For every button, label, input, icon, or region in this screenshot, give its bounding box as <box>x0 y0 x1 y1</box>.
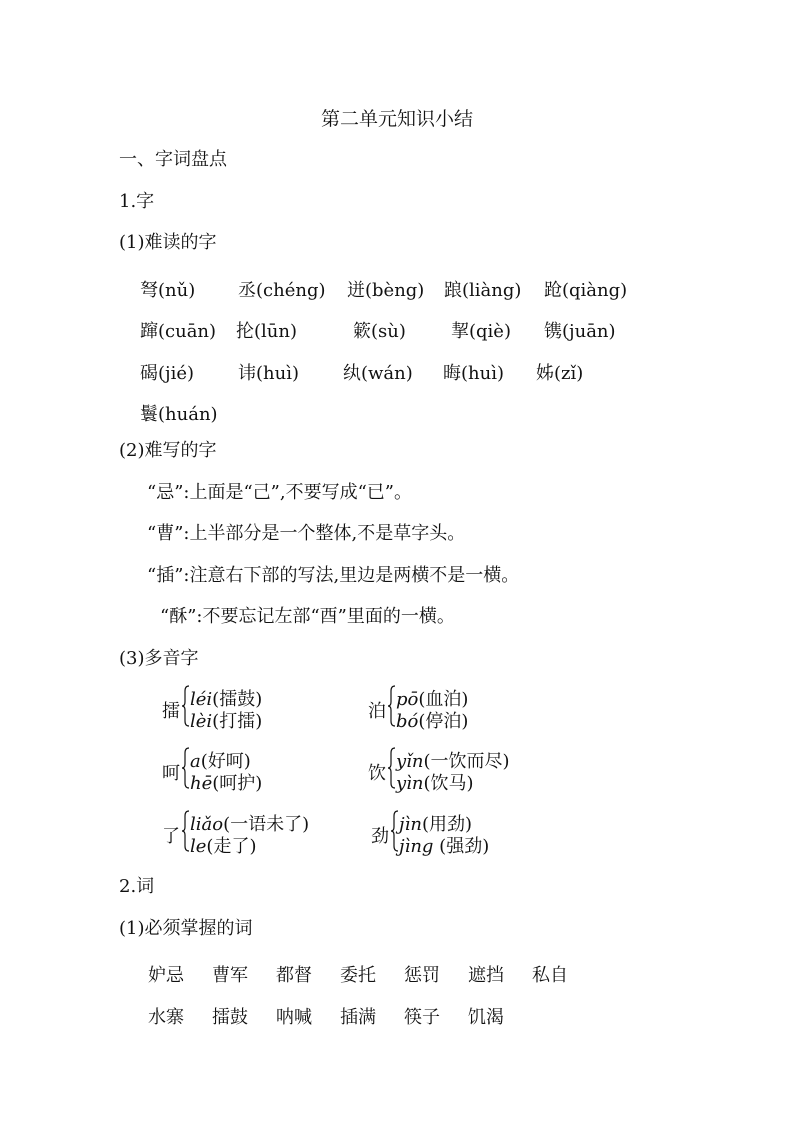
char-item: 丞(chéng) <box>238 280 326 301</box>
brace-icon <box>182 685 188 725</box>
example-word: (一饮而尽) <box>423 751 510 772</box>
pinyin: bó <box>396 711 419 732</box>
word-item: 私自 <box>532 965 568 986</box>
heading-hard-to-read: (1)难读的字 <box>119 232 217 253</box>
subheading-words: 2.词 <box>119 876 155 897</box>
word-item: 擂鼓 <box>212 1007 248 1028</box>
word-item: 委托 <box>340 965 376 986</box>
word-item: 饥渴 <box>468 1007 504 1028</box>
brace-icon <box>182 747 188 787</box>
char-item: 挈(qiè) <box>451 321 511 342</box>
pinyin: hē <box>190 773 213 794</box>
pinyin: yìn <box>396 773 424 794</box>
brace-icon <box>391 810 397 850</box>
char-item: 晦(huì) <box>443 363 504 384</box>
example-word: (饮马) <box>423 773 474 794</box>
example-word: (停泊) <box>418 711 469 732</box>
pinyin: lèi <box>190 711 213 732</box>
pinyin: le <box>190 836 207 857</box>
pinyin: yǐn <box>396 751 424 772</box>
write-note-2: “曹”:上半部分是一个整体,不是草字头。 <box>147 523 466 544</box>
polyphone-char: 劲 <box>371 826 389 847</box>
word-item: 曹军 <box>212 965 248 986</box>
write-note-3: “插”:注意右下部的写法,里边是两横不是一横。 <box>147 565 520 586</box>
char-item: 踉(liàng) <box>444 280 522 301</box>
pinyin: pō <box>396 689 419 710</box>
heading-must-master: (1)必须掌握的词 <box>119 918 253 939</box>
heading-hard-to-write: (2)难写的字 <box>119 440 217 461</box>
example-word: (强劲) <box>433 836 490 857</box>
word-item: 妒忌 <box>148 965 184 986</box>
pinyin: liǎo <box>190 814 224 835</box>
char-item: 姊(zǐ) <box>536 363 584 384</box>
char-item: 抡(lūn) <box>236 321 297 342</box>
char-item: 鬟(huán) <box>140 404 218 425</box>
example-word: (血泊) <box>418 689 469 710</box>
char-item: 簌(sù) <box>353 321 406 342</box>
word-item: 呐喊 <box>276 1007 312 1028</box>
polyphone-char: 饮 <box>368 763 386 784</box>
pinyin: a <box>190 751 201 772</box>
polyphone-char: 了 <box>162 826 180 847</box>
page-title: 第二单元知识小结 <box>320 108 473 130</box>
word-item: 都督 <box>276 965 312 986</box>
example-word: (好呵) <box>200 751 251 772</box>
brace-icon <box>388 747 394 787</box>
example-word: (走了) <box>206 836 257 857</box>
pinyin: léi <box>190 689 213 710</box>
subheading-characters: 1.字 <box>119 191 155 212</box>
char-item: 镌(juān) <box>544 321 616 342</box>
word-item: 惩罚 <box>404 965 440 986</box>
char-item: 纨(wán) <box>343 363 413 384</box>
char-item: 迸(bèng) <box>347 280 425 301</box>
word-item: 水寨 <box>148 1007 184 1028</box>
example-word: (呵护) <box>212 773 263 794</box>
word-item: 插满 <box>340 1007 376 1028</box>
brace-icon <box>388 685 394 725</box>
char-item: 蹿(cuān) <box>140 321 217 342</box>
char-item: 讳(huì) <box>238 363 299 384</box>
example-word: (用劲) <box>421 814 472 835</box>
char-item: 跄(qiàng) <box>544 280 628 301</box>
pinyin: jìng <box>399 836 434 857</box>
polyphone-char: 呵 <box>162 763 180 784</box>
word-item: 筷子 <box>404 1007 440 1028</box>
brace-icon <box>182 810 188 850</box>
pinyin: jìn <box>399 814 422 835</box>
word-item: 遮挡 <box>468 965 504 986</box>
char-item: 碣(jié) <box>140 363 195 384</box>
heading-polyphones: (3)多音字 <box>119 648 199 669</box>
polyphone-char: 泊 <box>368 701 386 722</box>
char-item: 弩(nǔ) <box>140 280 196 301</box>
polyphone-char: 擂 <box>162 701 180 722</box>
example-word: (打擂) <box>212 711 263 732</box>
example-word: (擂鼓) <box>212 689 263 710</box>
example-word: (一语未了) <box>223 814 310 835</box>
section-heading-word-review: 一、字词盘点 <box>119 149 227 170</box>
write-note-4: “酥”:不要忘记左部“酉”里面的一横。 <box>160 606 455 627</box>
write-note-1: “忌”:上面是“己”,不要写成“已”。 <box>147 482 412 503</box>
